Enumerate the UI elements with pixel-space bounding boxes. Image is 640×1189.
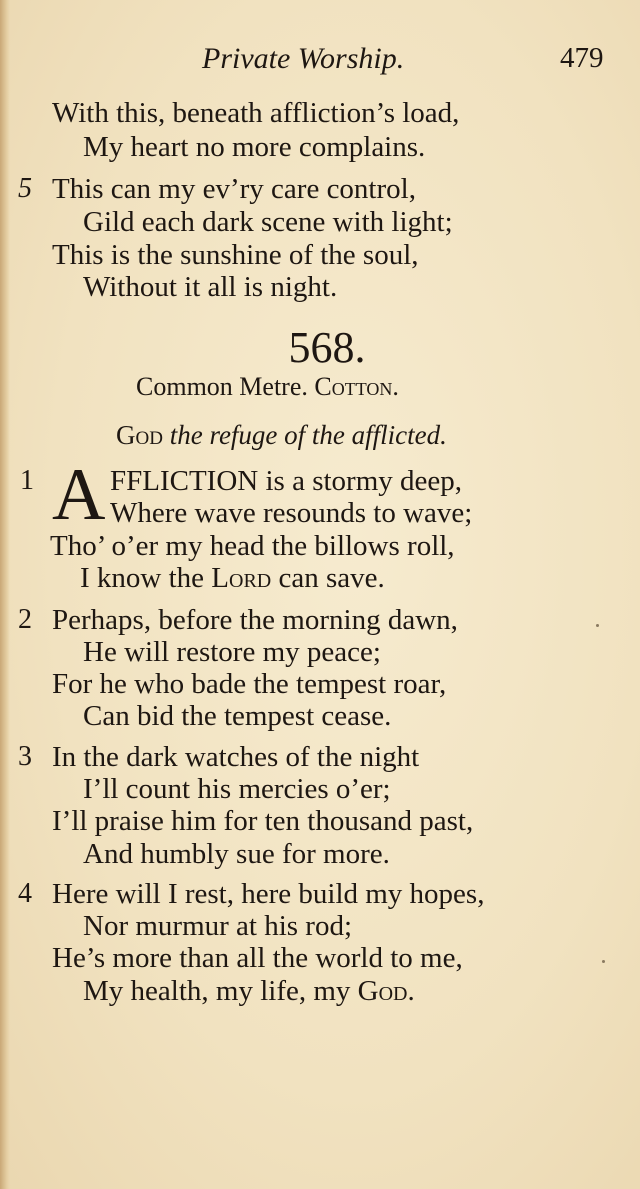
subject-rest: the refuge of the afflicted.	[169, 420, 447, 450]
hymn-number: 568.	[288, 323, 366, 372]
verse4-line-3: He’s more than all the world to me,	[52, 942, 463, 974]
verse1-line-1: FFLICTION is a stormy deep,	[110, 465, 462, 497]
verse2-line-3: For he who bade the tempest roar,	[52, 668, 447, 700]
verse-number-2: 2	[18, 604, 32, 635]
hymn-subject	[116, 418, 447, 452]
verse3-line-1: In the dark watches of the night	[52, 741, 420, 773]
hymn-meter	[136, 370, 399, 404]
verse1-line-4: I know the Lord can save.	[80, 562, 385, 594]
verse-number-3: 3	[18, 741, 32, 772]
verse3-line-4: And humbly sue for more.	[83, 838, 390, 870]
verse2-line-1: Perhaps, before the morning dawn,	[52, 604, 458, 636]
page-number: 479	[560, 42, 604, 74]
continuation-line-2: My heart no more complains.	[83, 131, 426, 163]
running-head	[0, 42, 640, 82]
verse2-line-2: He will restore my peace;	[83, 636, 381, 668]
verse2-line-4: Can bid the tempest cease.	[83, 700, 392, 732]
meter-name: Common Metre.	[136, 372, 308, 401]
verse5-line-2: Gild each dark scene with light;	[83, 206, 453, 238]
continuation-line-1: With this, beneath affliction’s load,	[52, 97, 460, 129]
verse3-line-3: I’ll praise him for ten thousand past,	[52, 805, 474, 837]
page-gutter-shadow	[0, 0, 10, 1189]
verse5-line-1: This can my ev’ry care control,	[52, 173, 416, 205]
running-head-title: Private Worship.	[202, 42, 405, 75]
verse-number-1: 1	[20, 465, 34, 496]
paper-speck	[602, 960, 605, 963]
verse5-line-4: Without it all is night.	[83, 271, 338, 303]
subject-god: God	[116, 420, 163, 450]
verse1-line-3: Tho’ o’er my head the billows roll,	[50, 530, 455, 562]
drop-cap: A	[52, 454, 106, 536]
verse5-line-3: This is the sunshine of the soul,	[52, 239, 419, 271]
verse3-line-2: I’ll count his mercies o’er;	[83, 773, 391, 805]
verse4-line-2: Nor murmur at his rod;	[83, 910, 353, 942]
hymn-author: Cotton.	[314, 372, 399, 401]
verse-number-5: 5	[18, 173, 32, 204]
paper-speck	[596, 624, 599, 627]
verse4-line-1: Here will I rest, here build my hopes,	[52, 878, 485, 910]
verse4-line-4: My health, my life, my God.	[83, 975, 415, 1007]
verse-number-4: 4	[18, 878, 32, 909]
verse1-line-2: Where wave resounds to wave;	[110, 497, 473, 529]
